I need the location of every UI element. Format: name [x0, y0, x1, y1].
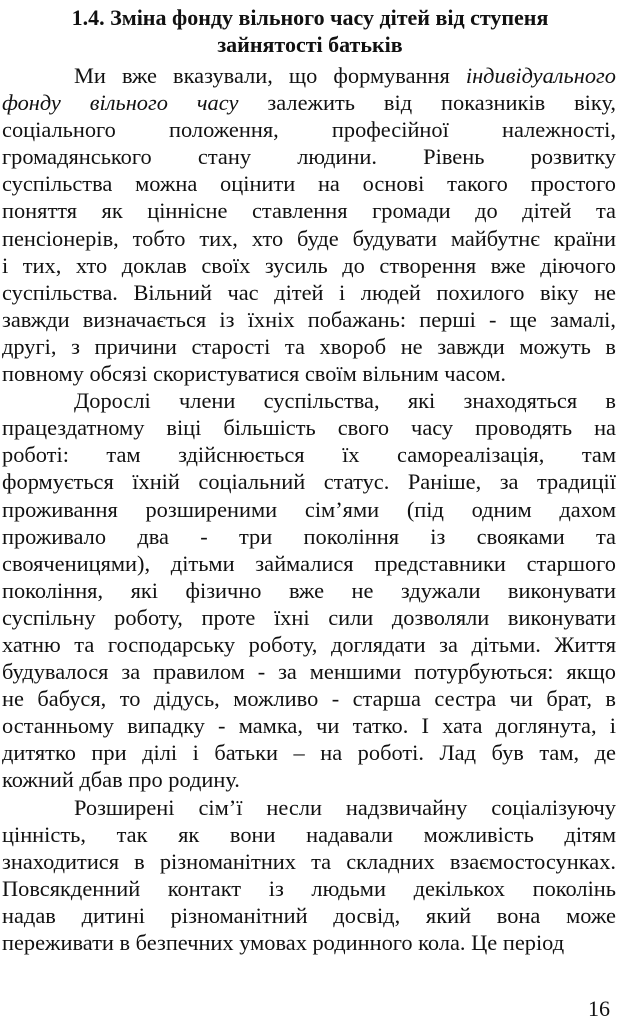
paragraph: [2, 794, 616, 957]
text-line: кожний дбав про родину.: [2, 767, 240, 793]
text-run: Ми вже вказували, що формування: [74, 63, 466, 88]
text-line: переживати в безпечних умовах родинного кола. Це період: [2, 930, 565, 955]
text-line: суспільства. Вільний час дітей і людей похилого віку не: [2, 279, 616, 305]
text-line: останньому випадку - мамка, чи татко. І хата доглянута, і: [2, 713, 616, 739]
italic-term: індивідуального: [465, 63, 616, 88]
text-line: хатню та господарську роботу, доглядати за дітьми. Життя: [2, 631, 616, 657]
text-line: пенсіонерів, тобто тих, хто буде будувати майбутнє країни: [2, 225, 616, 251]
text-line: знаходитися в різноманітних та складних взаємостосунках.: [2, 848, 616, 874]
italic-term: фонду вільного часу: [2, 90, 239, 116]
text-line: свояченицями), дітьми займалися представники старшого: [2, 550, 616, 576]
text-line: формується їхній соціальний статус. Раніше, за традиції: [2, 469, 616, 495]
text-line: суспільну роботу, проте їхні сили дозволяли виконувати: [2, 604, 616, 630]
text-run: залежить від показників віку,: [238, 90, 616, 116]
text-line: роботі: там здійснюється їх самореалізація, там: [2, 442, 616, 468]
text-line: суспільства можна оцінити на основі такого простого: [2, 171, 616, 197]
text-line: покоління, які фізично вже не здужали виконувати: [2, 577, 616, 603]
text-line: проживало два - три покоління із свояками та: [2, 523, 616, 549]
text-line: повному обсязі скористуватися своїм вільним часом.: [2, 361, 506, 387]
text-line: громадянського стану людини. Рівень розвитку: [2, 144, 616, 170]
text-line: соціального положення, професійної належності,: [2, 117, 616, 143]
text-line: завжди визначається із їхніх побажань: перші - ще замалі,: [2, 306, 616, 332]
heading-line: 1.4. Зміна фонду вільного часу дітей від ступеня: [71, 5, 549, 30]
paragraph: [2, 387, 616, 793]
text-line: проживання розширеними сім’ями (під одним дахом: [2, 496, 616, 522]
text-line: Повсякденний контакт із людьми декількох поколінь: [2, 875, 616, 901]
text-line: поняття як ціннісне ставлення громади до дітей та: [2, 198, 616, 224]
text-line: другі, з причини старості та хвороб не завжди можуть в: [2, 333, 616, 359]
text-line: [2, 89, 616, 116]
text-line: і тих, хто доклав своїх зусиль до створення вже діючого: [2, 252, 616, 278]
text-line: надав дитині різноманітний досвід, який вона може: [2, 902, 616, 928]
paragraph: [2, 62, 616, 387]
text-line: дитятко при ділі і батьки – на роботі. Лад був там, де: [2, 740, 616, 766]
heading-line: зайнятості батьків: [217, 32, 403, 57]
text-line: Дорослі члени суспільства, які знаходяться в: [74, 388, 616, 414]
text-line: [2, 62, 616, 89]
section-heading: [0, 4, 620, 58]
text-line: будувалося за правилом - за меншими потурбуються: якщо: [2, 659, 616, 685]
page-number: 16: [588, 996, 610, 1021]
text-line: не бабуся, то дідусь, можливо - старша сестра чи брат, в: [2, 686, 616, 712]
text-line: Розширені сім’ї несли надзвичайну соціалізуючу: [74, 794, 616, 820]
text-line: цінність, так як вони надавали можливість дітям: [2, 821, 616, 847]
text-line: працездатному віці більшість свого часу проводять на: [2, 415, 616, 441]
body-text: [2, 62, 616, 956]
